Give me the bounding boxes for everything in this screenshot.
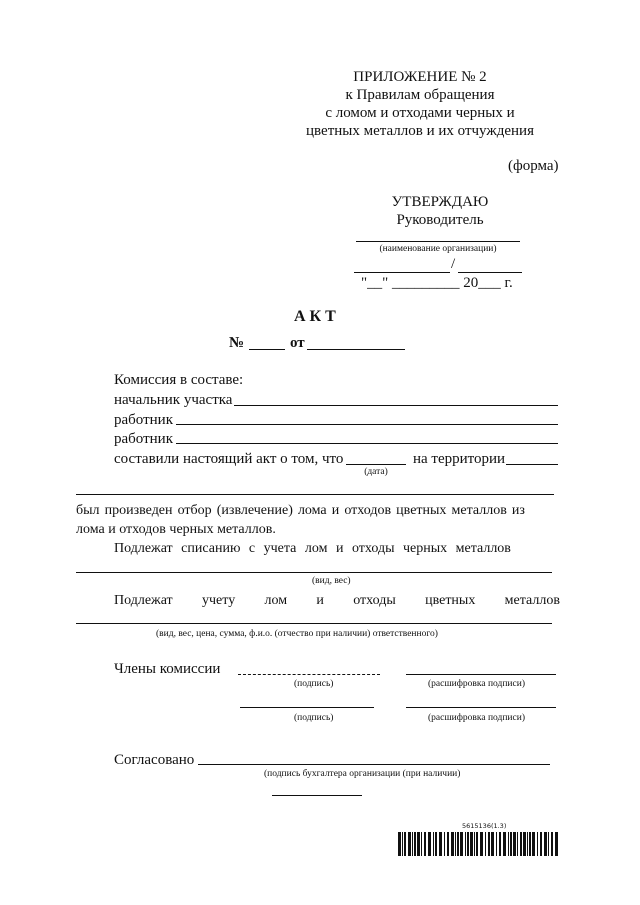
appendix-title: ПРИЛОЖЕНИЕ № 2 xyxy=(353,69,487,85)
member-1-signature-field[interactable] xyxy=(238,674,380,675)
approve-label: УТВЕРЖДАЮ xyxy=(391,194,489,210)
barcode-bar xyxy=(540,832,542,856)
barcode-bar xyxy=(460,832,463,856)
account-word: учету xyxy=(202,593,236,608)
barcode-bar xyxy=(408,832,411,856)
write-off-field[interactable] xyxy=(76,572,552,573)
member-1-decoding-field[interactable] xyxy=(406,674,556,675)
form-label: (форма) xyxy=(508,158,559,174)
organization-caption: (наименование организации) xyxy=(379,244,497,254)
account-word: металлов xyxy=(504,593,560,608)
event-date-field[interactable] xyxy=(346,464,406,465)
extra-line xyxy=(272,795,362,796)
barcode-bar xyxy=(424,832,426,856)
agreed-label: Согласовано xyxy=(114,752,195,768)
barcode-bar xyxy=(499,832,501,856)
signature-line[interactable] xyxy=(354,272,450,273)
barcode-bar xyxy=(496,832,497,856)
barcode-bar xyxy=(508,832,509,856)
date-caption: (дата) xyxy=(364,467,388,477)
barcode-bar xyxy=(537,832,538,856)
member-2-signature-caption: (подпись) xyxy=(294,713,334,723)
worker-1-field[interactable] xyxy=(176,424,558,425)
barcode-bar xyxy=(480,832,483,856)
barcode-bar xyxy=(527,832,528,856)
barcode-bar xyxy=(555,832,558,856)
body-paragraph-line-1-text: был произведен отбор (извлечение) лома и отходов цветных металлов из xyxy=(76,503,525,518)
territory-label: на территории xyxy=(413,451,506,467)
barcode-bar xyxy=(435,832,437,856)
act-title: А К Т xyxy=(294,308,336,325)
barcode-bar xyxy=(428,832,431,856)
barcode-bar xyxy=(465,832,466,856)
barcode-bar xyxy=(503,832,506,856)
barcode-bar xyxy=(467,832,469,856)
member-2-decoding-caption: (расшифровка подписи) xyxy=(428,713,525,723)
account-caption: (вид, вес, цена, сумма, ф.и.о. (отчество при наличии) ответственного) xyxy=(156,629,438,639)
territory-field-2[interactable] xyxy=(76,494,554,495)
barcode-bar xyxy=(529,832,531,856)
barcode-bar xyxy=(433,832,434,856)
barcode-bar xyxy=(491,832,494,856)
body-paragraph-line-2: лома и отходов черных металлов. xyxy=(76,522,276,537)
barcode-bar xyxy=(398,832,401,856)
account-word: и xyxy=(316,593,324,608)
account-word: отходы xyxy=(353,593,396,608)
member-1-decoding-caption: (расшифровка подписи) xyxy=(428,679,525,689)
appendix-line-3: с ломом и отходами черных и xyxy=(325,105,515,121)
slash: / xyxy=(451,256,456,272)
account-word: лом xyxy=(264,593,288,608)
barcode-bar xyxy=(402,832,403,856)
accountant-signature-field[interactable] xyxy=(198,764,550,765)
commission-intro: Комиссия в составе: xyxy=(114,372,244,388)
barcode-bar xyxy=(513,832,516,856)
chief-field[interactable] xyxy=(234,405,558,406)
barcode-bar xyxy=(439,832,442,856)
approval-date: "__" _________ 20___ г. xyxy=(361,275,513,291)
account-word: Подлежат xyxy=(114,593,173,608)
barcode-bar xyxy=(421,832,422,856)
account-word: цветных xyxy=(425,593,476,608)
member-2-decoding-field[interactable] xyxy=(406,707,556,708)
barcode-bar xyxy=(417,832,420,856)
compiled-text: составили настоящий акт о том, что xyxy=(114,451,344,467)
barcode-bar xyxy=(510,832,512,856)
barcode-bar xyxy=(444,832,445,856)
barcode-bar xyxy=(517,832,518,856)
accountant-caption: (подпись бухгалтера организации (при наличии) xyxy=(264,769,461,779)
worker-2-field[interactable] xyxy=(176,443,558,444)
barcode-bar xyxy=(532,832,535,856)
write-off-caption: (вид, вес) xyxy=(312,576,351,586)
act-date-field[interactable] xyxy=(307,349,405,350)
barcode-bar xyxy=(544,832,547,856)
barcode-bar xyxy=(548,832,549,856)
barcode-bar xyxy=(523,832,526,856)
barcode-bar xyxy=(414,832,416,856)
worker-2-label: работник xyxy=(114,431,173,447)
barcode-bar xyxy=(455,832,456,856)
organization-name-line[interactable] xyxy=(356,241,520,242)
act-number-label: № xyxy=(229,335,245,351)
chief-label: начальник участка xyxy=(114,392,233,408)
barcode-bar xyxy=(470,832,473,856)
worker-1-label: работник xyxy=(114,412,173,428)
barcode-icon xyxy=(398,832,560,856)
signature-decoding-line[interactable] xyxy=(458,272,522,273)
head-label: Руководитель xyxy=(396,212,484,228)
members-label: Члены комиссии xyxy=(114,661,221,677)
barcode-bar xyxy=(520,832,522,856)
act-date-label: от xyxy=(290,335,305,351)
appendix-line-2: к Правилам обращения xyxy=(345,87,495,103)
member-1-signature-caption: (подпись) xyxy=(294,679,334,689)
barcode-bar xyxy=(485,832,486,856)
barcode-bar xyxy=(447,832,449,856)
barcode-bar xyxy=(412,832,413,856)
act-number-field[interactable] xyxy=(249,349,285,350)
barcode-bar xyxy=(451,832,454,856)
member-2-signature-field[interactable] xyxy=(240,707,374,708)
barcode-bar xyxy=(488,832,490,856)
barcode-bar xyxy=(476,832,478,856)
barcode-bar xyxy=(457,832,459,856)
write-off-text: Подлежат списанию с учета лом и отходы черных металлов xyxy=(114,541,511,556)
body-paragraph-line-1 xyxy=(76,502,558,519)
appendix-line-4: цветных металлов и их отчуждения xyxy=(306,123,534,139)
barcode-bar xyxy=(551,832,553,856)
barcode-bar xyxy=(474,832,475,856)
document-code: 5615136(1.3) xyxy=(462,822,507,830)
barcode-bar xyxy=(404,832,406,856)
account-field[interactable] xyxy=(76,623,552,624)
territory-field-1[interactable] xyxy=(506,464,558,465)
account-text xyxy=(114,592,560,609)
